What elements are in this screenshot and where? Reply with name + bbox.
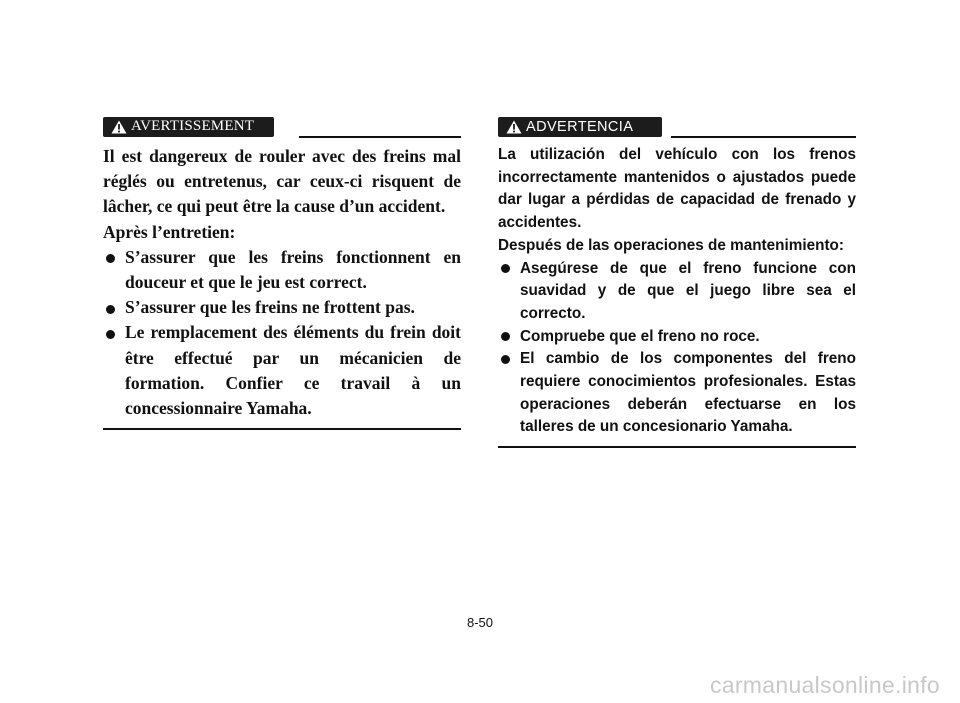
instruction-list (498, 258, 856, 440)
warning-triangle-icon (506, 120, 522, 134)
bullet-dot-icon (498, 258, 512, 281)
list-item: S’assurer que les freins fonctionnent en douceur et que le jeu est correct. (103, 245, 461, 295)
list-item: S’assurer que les freins ne frottent pas. (103, 295, 461, 320)
warning-header (498, 116, 856, 140)
header-rule (671, 136, 856, 138)
instruction-list (103, 245, 461, 421)
warning-intro: La utilización del vehículo con los frenos incorrectamente mantenidos o ajustados puede dar lugar a pérdidas de capacidad de frenado y accidentes. (498, 146, 856, 232)
bullet-dot-icon (498, 326, 512, 349)
bullet-dot-icon (498, 348, 512, 371)
warning-triangle-icon (111, 120, 127, 134)
list-item: Le remplacement des éléments du frein doit être effectué par un mécanicien de formation. Confier ce travail à un concessionnaire Yamaha. (103, 320, 461, 421)
bullet-dot-icon (103, 295, 117, 320)
after-service-heading: Après l’entretien: (103, 221, 236, 242)
warning-label-box (498, 117, 662, 137)
bottom-rule (103, 428, 461, 430)
french-warning-section (103, 116, 461, 430)
warning-header (103, 116, 461, 140)
bottom-rule (498, 446, 856, 448)
list-item: El cambio de los componentes del freno requiere conocimientos profesionales. Estas operaciones deberán efectuarse en los talleres de un concesionario Yamaha. (498, 348, 856, 439)
list-item: Compruebe que el freno no roce. (498, 326, 856, 349)
watermark: carmanualsonline.info (709, 672, 940, 698)
bullet-dot-icon (103, 245, 117, 270)
spanish-warning-section (498, 116, 856, 448)
list-item: Asegúrese de que el freno funcione con suavidad y de que el juego libre sea el correcto. (498, 258, 856, 326)
warning-intro: Il est dangereux de rouler avec des freins mal réglés ou entretenus, car ceux-ci risquent de lâcher, ce qui peut être la cause d’un accident. (103, 146, 461, 217)
page-number: 8-50 (466, 615, 494, 630)
bullet-dot-icon (103, 320, 117, 345)
warning-label: AVERTISSEMENT (131, 118, 255, 135)
after-service-heading: Después de las operaciones de mantenimiento: (498, 236, 844, 254)
warning-label-box (103, 117, 274, 137)
header-rule (299, 136, 461, 138)
warning-label: ADVERTENCIA (526, 118, 634, 135)
